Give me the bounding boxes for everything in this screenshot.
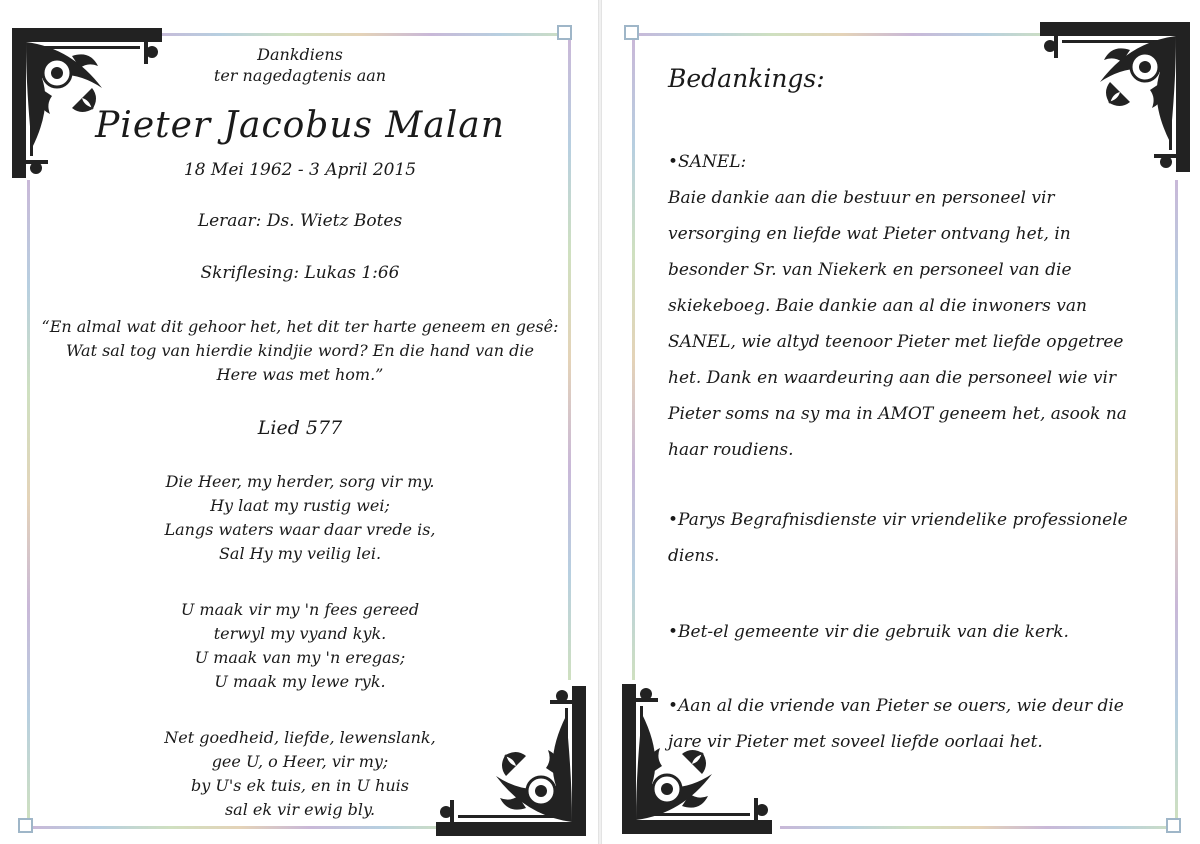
stanza-line: sal ek vir ewig bly.: [224, 800, 376, 819]
left-frame-left: [27, 180, 30, 820]
sanel-acknowledgement: [668, 144, 1158, 468]
left-frame-bottom: [30, 826, 450, 829]
stanza-line: Die Heer, my herder, sorg vir my.: [165, 472, 435, 491]
ack-line: •Aan al die vriende van Pieter se ouers, wie deur die: [668, 696, 1124, 716]
hymn-stanza: [100, 470, 500, 566]
minister: Leraar: Ds. Wietz Botes: [197, 211, 403, 231]
friends-acknowledgement: [668, 688, 1158, 760]
stanza-line: Sal Hy my veilig lei.: [218, 544, 382, 563]
right-frame-left: [632, 40, 635, 680]
stanza-line: terwyl my vyand kyk.: [213, 624, 387, 643]
ack-line: Baie dankie aan die bestuur en personeel vir: [668, 188, 1055, 208]
ack-label: •SANEL:: [668, 152, 747, 172]
service-title-line: Dankdiens: [257, 45, 343, 64]
left-frame-right: [568, 40, 571, 680]
stanza-line: Hy laat my rustig wei;: [210, 496, 390, 515]
right-frame-corner-square: [1166, 818, 1181, 833]
hymn-title: Lied 577: [257, 417, 343, 439]
stanza-line: Net goedheid, liefde, lewenslank,: [164, 728, 436, 747]
parys-acknowledgement: [668, 502, 1158, 574]
scripture-reading: Skriflesing: Lukas 1:66: [200, 263, 400, 283]
ack-line: haar roudiens.: [668, 440, 794, 460]
stanza-line: by U's ek tuis, en in U huis: [191, 776, 409, 795]
stanza-line: gee U, o Heer, vir my;: [211, 752, 389, 771]
right-frame-corner-square: [624, 25, 639, 40]
left-frame-top: [150, 33, 570, 36]
quote-line: Wat sal tog van hierdie kindjie word? En die hand van die: [65, 341, 534, 360]
stanza-line: Langs waters waar daar vrede is,: [164, 520, 436, 539]
ack-line: SANEL, wie altyd teenoor Pieter met liefde opgetree: [668, 332, 1124, 352]
acknowledgements-heading: Bedankings:: [668, 64, 825, 93]
ack-line: diens.: [668, 546, 720, 566]
life-dates: 18 Mei 1962 - 3 April 2015: [183, 160, 417, 180]
service-title-line: ter nagedagtenis aan: [213, 66, 387, 85]
quote-line: Here was met hom.”: [216, 365, 384, 384]
quote-line: “En almal wat dit gehoor het, het dit ter harte geneem en gesê:: [41, 317, 559, 336]
left-frame-corner-square: [18, 818, 33, 833]
right-frame-bottom: [780, 826, 1180, 829]
hymn-stanza: [100, 598, 500, 694]
page-fold: [598, 0, 602, 844]
betel-acknowledgement: •Bet-el gemeente vir die gebruik van die kerk.: [668, 622, 1069, 642]
ack-line: Pieter soms na sy ma in AMOT geneem het, asook na: [668, 404, 1127, 424]
ack-line: skiekeboeg. Baie dankie aan al die inwoners van: [668, 296, 1087, 316]
ack-line: versorging en liefde wat Pieter ontvang het, in: [668, 224, 1071, 244]
right-frame-right: [1175, 180, 1178, 820]
stanza-line: U maak van my 'n eregas;: [194, 648, 406, 667]
stanza-line: U maak vir my 'n fees gereed: [180, 600, 420, 619]
scripture-quote: [40, 315, 560, 387]
service-title: [100, 44, 500, 86]
right-frame-top: [632, 33, 1052, 36]
hymn-stanza: [100, 726, 500, 822]
stanza-line: U maak my lewe ryk.: [214, 672, 386, 691]
ack-line: besonder Sr. van Niekerk en personeel van die: [668, 260, 1072, 280]
ack-line: het. Dank en waardeuring aan die personeel wie vir: [668, 368, 1117, 388]
left-frame-corner-square: [557, 25, 572, 40]
ack-line: jare vir Pieter met soveel liefde oorlaai het.: [668, 732, 1043, 752]
ack-line: •Parys Begrafnisdienste vir vriendelike professionele: [668, 510, 1128, 530]
deceased-name: Pieter Jacobus Malan: [95, 105, 505, 146]
